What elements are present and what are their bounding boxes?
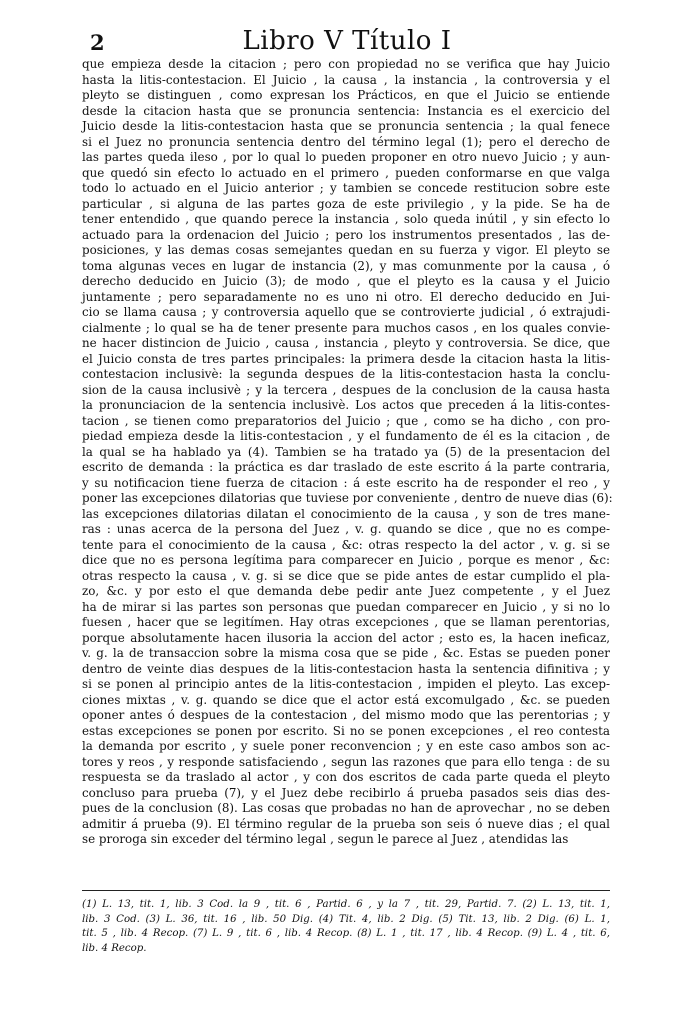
text-line: zo, &c. y por esto el que demanda debe pedir ante Juez competente , y el Juez	[82, 584, 610, 598]
text-line: si el Juez no pronuncia sentencia dentro del término legal (1); pero el derecho de	[82, 134, 610, 149]
text-line: concluso para prueba (7), y el Juez debe recibirlo á prueba pasados seis dias des-	[82, 785, 610, 800]
text-line: la pronunciacion de la sentencia inclusivè. Los actos que preceden á la litis-contes-	[82, 398, 610, 412]
text-line: pleyto se distinguen , como expresan los Prácticos, en que el Juicio se entiende	[82, 88, 610, 102]
text-line: actuado para la ordenacion del Juicio ; pero los instrumentos presentados , las de-	[82, 227, 610, 242]
footnote-line: lib. 4 Recop.	[82, 942, 147, 954]
text-line: particular , si alguna de las partes goza de este privilegio , y la pide. Se ha de	[82, 196, 610, 211]
text-line: el Juicio consta de tres partes principales: la primera desde la citacion hasta la litis-	[82, 351, 610, 366]
text-line: tacion , se tienen como preparatorios del Juicio ; que , como se ha dicho , con pro-	[82, 413, 610, 428]
text-line: respuesta se da traslado al actor , y con dos escritos de cada parte queda el pleyto	[82, 770, 610, 784]
text-line: hasta la litis-contestacion. El Juicio , la causa , la instancia , la controversia y el	[82, 72, 610, 87]
page-header	[80, 26, 614, 58]
text-line: las excepciones dilatorias dilatan el conocimiento de la causa , y son de tres mane-	[82, 506, 610, 521]
text-line: tente para el conocimiento de la causa , &c: otras respecto la del actor , v. g. si se	[82, 537, 610, 552]
text-line: ras : unas acerca de la persona del Juez , v. g. quando se dice , que no es compe-	[82, 522, 610, 536]
text-line: oponer antes ó despues de la contestacion , del mismo modo que las perentorias ; y	[82, 708, 610, 722]
text-line: piedad empieza desde la litis-contestacion , y el fundamento de él es la citacion , de	[82, 429, 610, 443]
text-line: v. g. la de transaccion sobre la misma cosa que se pide , &c. Estas se pueden poner	[82, 646, 610, 660]
text-line: otras respecto la causa , v. g. si se dice que se pide antes de estar cumplido el pla-	[82, 568, 610, 583]
page-number: 2	[90, 30, 105, 55]
text-line: tener entendido , que quando perece la instancia , solo queda inútil , y sin efecto lo	[82, 212, 610, 226]
text-line: se proroga sin exceder del término legal , segun le parece al Juez , atendidas las	[82, 832, 569, 846]
text-line: escrito de demanda : la práctica es dar traslado de este escrito á la parte contraria,	[82, 460, 610, 474]
footnotes	[82, 898, 610, 956]
text-line: ha de mirar si las partes son personas que puedan comparecer en Juicio , y si no lo	[82, 599, 610, 614]
text-line: la qual se ha hablado ya (4). Tambien se ha tratado ya (5) de la presentacion del	[82, 444, 610, 459]
text-line: derecho deducido en Juicio (3); de modo , que el pleyto es la causa y el Juicio	[82, 274, 610, 288]
footnote-line: tit. 5 , lib. 4 Recop. (7) L. 9 , tit. 6 , lib. 4 Recop. (8) L. 1 , tit. 17 , lib. 4 Recop. (9) L. 4 , tit. 6,	[82, 928, 610, 939]
text-line: cialmente ; lo qual se ha de tener presente para muchos casos , en los quales convie-	[82, 320, 610, 335]
footnote-line: (1) L. 13, tit. 1, lib. 3 Cod. la 9 , tit. 6 , Partid. 6 , y la 7 , tit. 29, Partid. 7. (2) L. 13, tit. 1,	[82, 899, 610, 910]
text-line: las partes queda ileso , por lo qual lo pueden proponer en otro nuevo Juicio ; y aun-	[82, 150, 610, 164]
text-line: posiciones, y las demas cosas semejantes quedan en su fuerza y vigor. El pleyto se	[82, 243, 610, 257]
text-line: dice que no es persona legítima para comparecer en Juicio , porque es menor , &c:	[82, 553, 610, 567]
text-line: cio se llama causa ; y controversia aquello que se controvierte judicial , ó extrajudi-	[82, 305, 610, 319]
text-line: contestacion inclusivè: la segunda despues de la litis-contestacion hasta la conclu-	[82, 367, 610, 381]
text-line: dentro de veinte dias despues de la litis-contestacion hasta la sentencia difinitiva ; y	[82, 661, 610, 676]
text-line: toma algunas veces en lugar de instancia (2), y mas comunmente por la causa , ó	[82, 258, 610, 273]
text-line: Juicio desde la litis-contestacion hasta que se pronuncia sentencia ; la qual fenece	[82, 119, 610, 133]
body-text	[82, 57, 613, 848]
text-line: poner las excepciones dilatorias que tuviese por conveniente , dentro de nueve dias (6):	[82, 491, 613, 505]
text-line: ciones mixtas , v. g. quando se dice que el actor está excomulgado , &c. se pueden	[82, 692, 610, 707]
text-line: ne hacer distincion de Juicio , causa , instancia , pleyto y controversia. Se dice, que	[82, 336, 610, 350]
text-line: porque absolutamente hacen ilusoria la accion del actor ; esto es, la hacen ineficaz,	[82, 630, 610, 645]
footnote-divider	[82, 890, 610, 891]
text-line: pues de la conclusion (8). Las cosas que probadas no han de aprovechar , no se deben	[82, 801, 610, 815]
text-line: si se ponen al principio antes de la litis-contestacion , impiden el pleyto. Las excep-	[82, 677, 610, 691]
text-line: sion de la causa inclusivè ; y la tercera , despues de la conclusion de la causa hasta	[82, 382, 610, 397]
footnote-line: lib. 3 Cod. (3) L. 36, tit. 16 , lib. 50 Dig. (4) Tit. 4, lib. 2 Dig. (5) Tit. 13, lib. 2 Dig. (6) L. 1,	[82, 913, 610, 925]
text-line: y su notificacion tiene fuerza de citacion : á este escrito ha de responder el reo , y	[82, 475, 610, 490]
text-line: admitir á prueba (9). El término regular de la prueba son seis ó nueve dias ; el qual	[82, 816, 610, 831]
running-title: Libro V Título I	[242, 26, 452, 56]
text-line: juntamente ; pero separadamente no es uno ni otro. El derecho deducido en Jui-	[82, 289, 610, 304]
text-line: todo lo actuado en el Juicio anterior ; y tambien se concede restitucion sobre este	[82, 181, 610, 195]
text-line: que empieza desde la citacion ; pero con propiedad no se verifica que hay Juicio	[82, 57, 610, 71]
text-line: tores y reos , y responde satisfaciendo , segun las razones que para ello tenga : de su	[82, 754, 610, 769]
text-line: desde la citacion hasta que se pronuncia sentencia: Instancia es el exercicio del	[82, 103, 610, 118]
text-line: la demanda por escrito , y suele poner reconvencion ; y en este caso ambos son ac-	[82, 739, 610, 753]
text-line: estas excepciones se ponen por escrito. Si no se ponen excepciones , el reo contesta	[82, 723, 610, 738]
text-line: que quedó sin efecto lo actuado en el primero , pueden conformarse en que valga	[82, 165, 610, 180]
text-line: fuesen , hacer que se legitímen. Hay otras excepciones , que se llaman perentorias,	[82, 615, 610, 629]
